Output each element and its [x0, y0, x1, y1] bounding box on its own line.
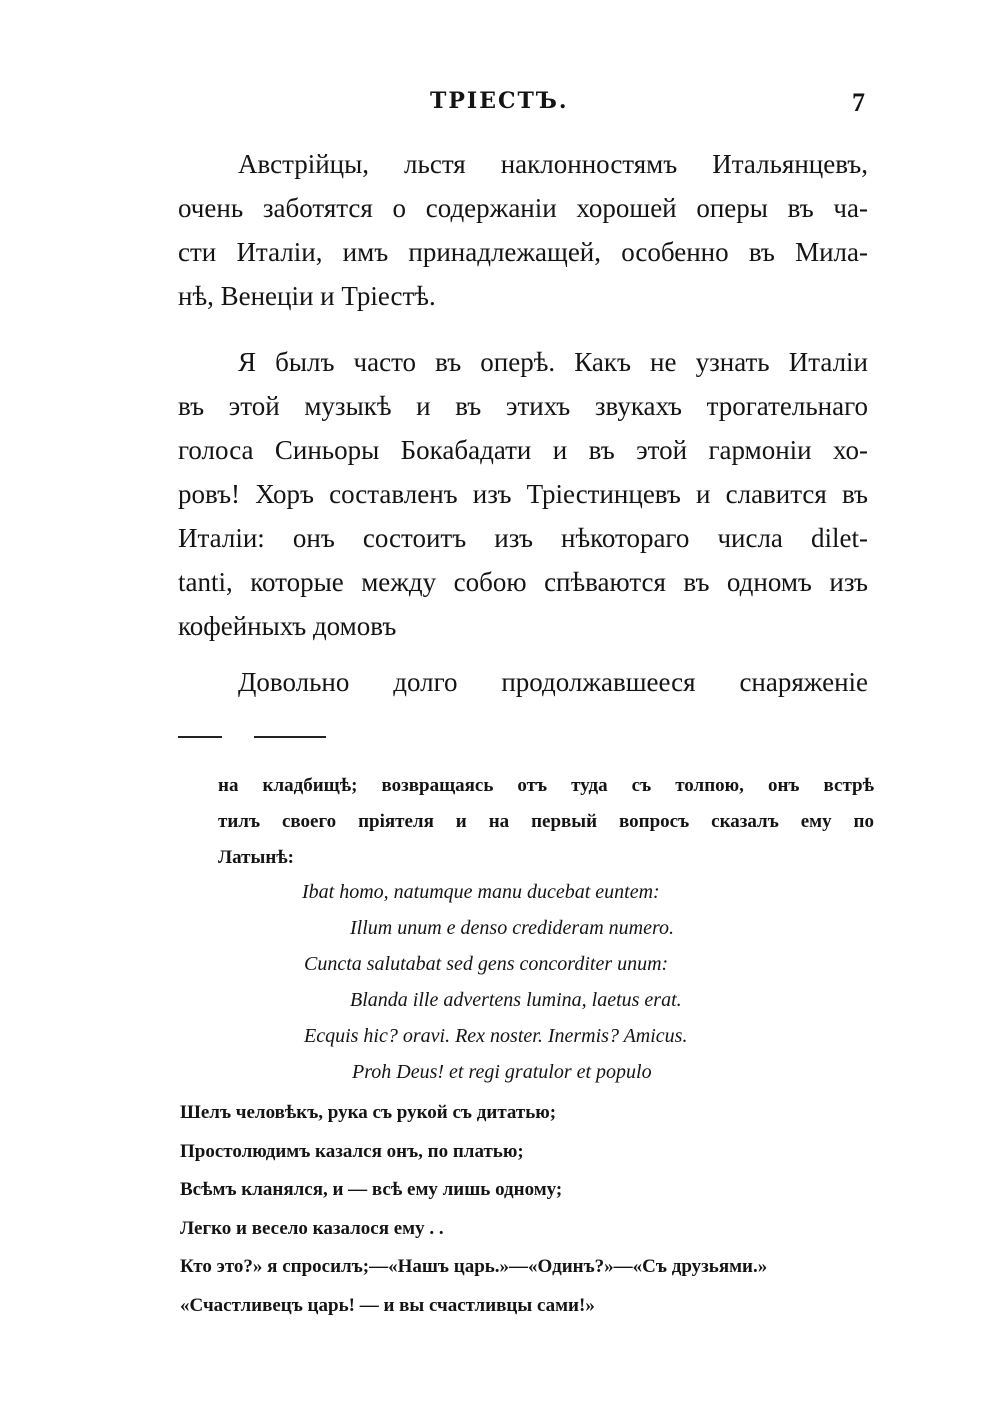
russian-verse-line: Всѣмъ кланялся, и — всѣ ему лишь одному;	[180, 1179, 563, 1200]
running-title: ТРІЕСТЪ.	[430, 88, 569, 114]
russian-verse-line: Кто это?» я спросилъ;—«Нашъ царь.»—«Одинъ?»—«Съ друзьями.»	[180, 1256, 768, 1277]
text-line: очень заботятся о содержаніи хорошей оперы въ ча-	[178, 193, 868, 223]
latin-verse-line: Cuncta salutabat sed gens concorditer unum:	[304, 953, 669, 975]
text-line: Италіи: онъ состоитъ изъ нѣкотораго числа dilet-	[178, 523, 868, 553]
footnote-line: на кладбищѣ; возвращаясь отъ туда съ толпою, онъ встрѣ	[218, 775, 874, 796]
russian-verse	[180, 1094, 880, 1325]
latin-verse-line: Ibat homo, natumque manu ducebat euntem:	[302, 881, 660, 903]
text-line: голоса Синьоры Бокабадати и въ этой гармоніи хо-	[178, 435, 868, 465]
footnote-line: тилъ своего пріятеля и на первый вопросъ сказалъ ему по	[218, 811, 874, 832]
footnote-rule	[178, 736, 222, 738]
paragraph-3	[178, 660, 868, 704]
text-line: кофейныхъ домовъ	[178, 611, 397, 641]
latin-verse	[0, 874, 1000, 1090]
text-line: Довольно долго продолжавшееся снаряженіе	[238, 667, 868, 697]
latin-verse-line: Ecquis hic? oravi. Rex noster. Inermis? Amicus.	[304, 1025, 688, 1047]
latin-verse-line: Blanda ille advertens lumina, laetus erat.	[350, 989, 682, 1011]
text-line: Я былъ часто въ оперѣ. Какъ не узнать Италіи	[238, 347, 868, 377]
text-line: tanti, которые между собою спѣваются въ одномъ изъ	[178, 567, 868, 597]
text-line: въ этой музыкѣ и въ этихъ звукахъ трогательнаго	[178, 391, 868, 421]
latin-verse-line: Illum unum e denso credideram numero.	[350, 917, 675, 939]
russian-verse-line: Шелъ человѣкъ, рука съ рукой съ дитатью;	[180, 1102, 557, 1123]
page-number: 7	[852, 88, 865, 117]
text-line: нѣ, Венеціи и Тріестѣ.	[178, 281, 436, 311]
paragraph-2	[178, 340, 868, 648]
latin-verse-line: Proh Deus! et regi gratulor et populo	[352, 1061, 652, 1083]
text-line: сти Италіи, имъ принадлежащей, особенно въ Мила-	[178, 237, 868, 267]
text-line: Австрійцы, льстя наклонностямъ Итальянцевъ,	[238, 149, 868, 179]
paragraph-1	[178, 142, 868, 318]
footnote-prose	[218, 768, 874, 876]
footnote-rule	[254, 736, 326, 738]
russian-verse-line: Легко и весело казалося ему . .	[180, 1217, 444, 1239]
footnote-line: Латынѣ:	[218, 847, 295, 868]
russian-verse-line: «Счастливецъ царь! — и вы счастливцы сами!»	[180, 1294, 595, 1316]
text-line: ровъ! Хоръ составленъ изъ Тріестинцевъ и славится въ	[178, 479, 868, 509]
russian-verse-line: Простолюдимъ казался онъ, по платью;	[180, 1140, 524, 1162]
